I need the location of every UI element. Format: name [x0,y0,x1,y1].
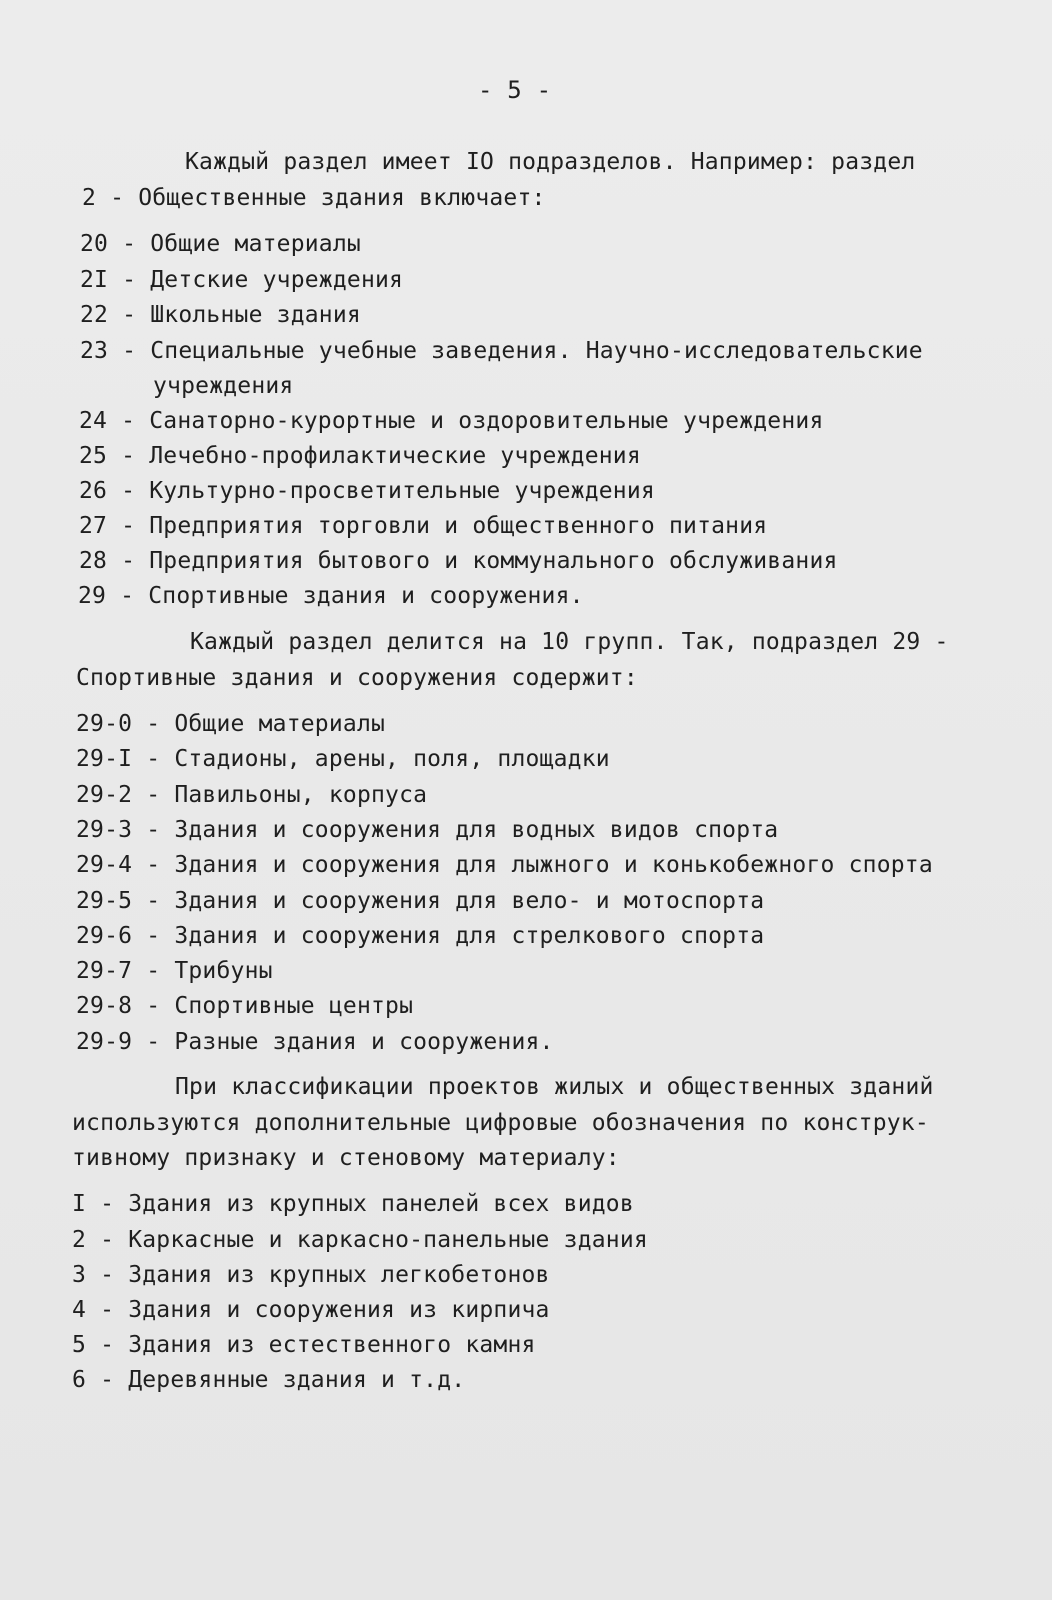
list-item: 29-6 - Здания и сооружения для стрелкового спорта [76,923,765,949]
list-item: 28 - Предприятия бытового и коммунального обслуживания [79,548,838,574]
paragraph-line: тивному признаку и стеновому материалу: [72,1145,620,1171]
list-item: 29-3 - Здания и сооружения для водных видов спорта [76,817,779,843]
list-item: 29 - Спортивные здания и сооружения. [78,583,584,609]
paragraph-line: используются дополнительные цифровые обозначения по конструк- [72,1110,929,1136]
page-number: - 5 - [478,76,552,104]
list-item: 4 - Здания и сооружения из кирпича [72,1297,550,1323]
list-item: 26 - Культурно-просветительные учреждения [79,478,655,504]
list-item: 29-I - Стадионы, арены, поля, площадки [76,746,610,772]
list-item: 29-8 - Спортивные центры [76,993,414,1019]
list-item: 29-4 - Здания и сооружения для лыжного и конькобежного спорта [76,852,933,878]
list-item: I - Здания из крупных панелей всех видов [72,1191,634,1217]
list-item: 6 - Деревянные здания и т.д. [72,1367,466,1393]
paragraph-line: При классификации проектов жилых и общественных зданий [175,1074,934,1100]
list-item: 2 - Каркасные и каркасно-панельные здания [72,1227,648,1253]
paragraph-line: Спортивные здания и сооружения содержит: [76,665,638,691]
list-item: 29-2 - Павильоны, корпуса [76,782,428,808]
list-item: 20 - Общие материалы [80,231,361,257]
paragraph-line: Каждый раздел делится на 10 групп. Так, подраздел 29 - [190,629,949,655]
list-item: 2I - Детские учреждения [80,267,404,293]
list-item: 29-9 - Разные здания и сооружения. [76,1029,554,1055]
paragraph-line: Каждый раздел имеет IO подразделов. Например: раздел [185,149,916,175]
list-item: 29-7 - Трибуны [76,958,273,984]
list-item: 5 - Здания из естественного камня [72,1332,536,1358]
list-item: учреждения [153,373,294,399]
list-item: 29-0 - Общие материалы [76,711,386,737]
list-item: 23 - Специальные учебные заведения. Научно-исследовательские [80,338,923,364]
paragraph-line: 2 - Общественные здания включает: [82,185,546,211]
list-item: 22 - Школьные здания [80,302,361,328]
list-item: 27 - Предприятия торговли и общественного питания [79,513,768,539]
list-item: 3 - Здания из крупных легкобетонов [72,1262,550,1288]
list-item: 25 - Лечебно-профилактические учреждения [79,443,641,469]
list-item: 24 - Санаторно-курортные и оздоровительные учреждения [79,408,824,434]
list-item: 29-5 - Здания и сооружения для вело- и мотоспорта [76,888,765,914]
